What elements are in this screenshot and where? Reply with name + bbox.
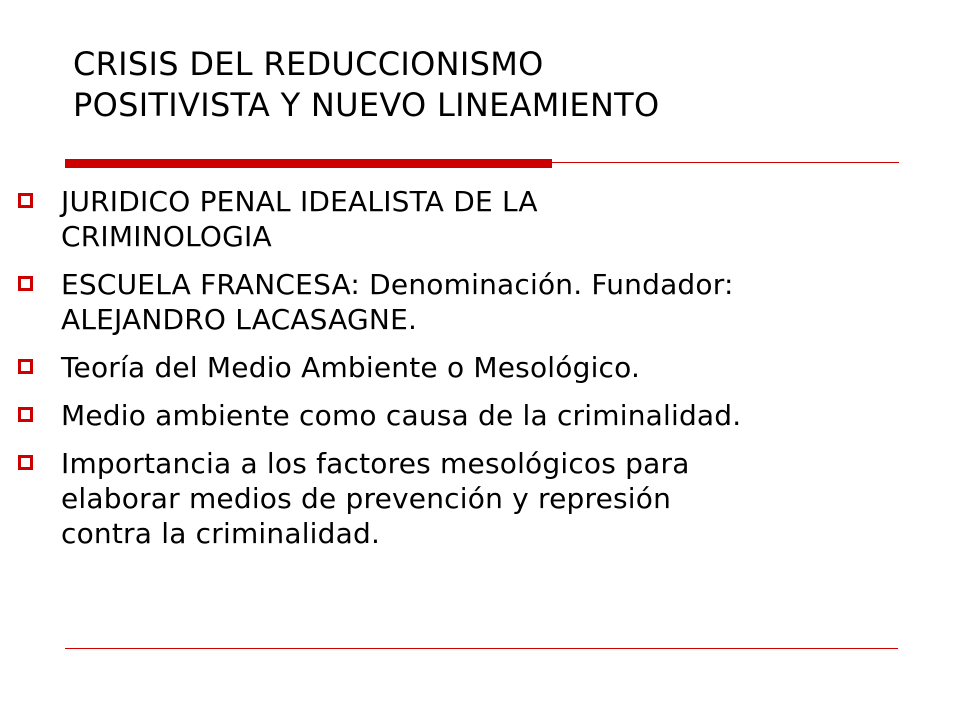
bullet-line: Teoría del Medio Ambiente o Mesológico.: [61, 351, 641, 384]
hollow-square-icon: [18, 455, 33, 470]
hollow-square-icon: [18, 193, 33, 208]
bullet-line: elaborar medios de prevención y represión: [61, 482, 672, 515]
bullet-text: [61, 398, 918, 433]
bullet-text: [61, 350, 918, 385]
bullet-text: [61, 184, 918, 254]
bullet-item: [18, 398, 918, 433]
slide-title: [73, 44, 913, 126]
slide-title-line: CRISIS DEL REDUCCIONISMO: [73, 45, 544, 83]
hollow-square-icon: [18, 276, 33, 291]
bullet-line: JURIDICO PENAL IDEALISTA DE LA: [61, 185, 538, 218]
bullet-line: Medio ambiente como causa de la criminalidad.: [61, 399, 742, 432]
bullet-item: [18, 446, 918, 551]
title-underline-thick: [65, 159, 552, 168]
slide-title-line: POSITIVISTA Y NUEVO LINEAMIENTO: [73, 86, 660, 124]
bullet-line: contra la criminalidad.: [61, 517, 381, 550]
bullet-text: [61, 267, 918, 337]
bullet-item: [18, 184, 918, 254]
title-underline-thin: [552, 162, 899, 163]
hollow-square-icon: [18, 407, 33, 422]
footer-rule: [65, 648, 898, 649]
bullet-line: CRIMINOLOGIA: [61, 220, 272, 253]
bullet-list: [18, 184, 918, 564]
bullet-item: [18, 267, 918, 337]
bullet-line: Importancia a los factores mesológicos para: [61, 447, 690, 480]
bullet-text: [61, 446, 918, 551]
bullet-line: ESCUELA FRANCESA: Denominación. Fundador:: [61, 268, 734, 301]
bullet-line: ALEJANDRO LACASAGNE.: [61, 303, 418, 336]
bullet-item: [18, 350, 918, 385]
hollow-square-icon: [18, 359, 33, 374]
